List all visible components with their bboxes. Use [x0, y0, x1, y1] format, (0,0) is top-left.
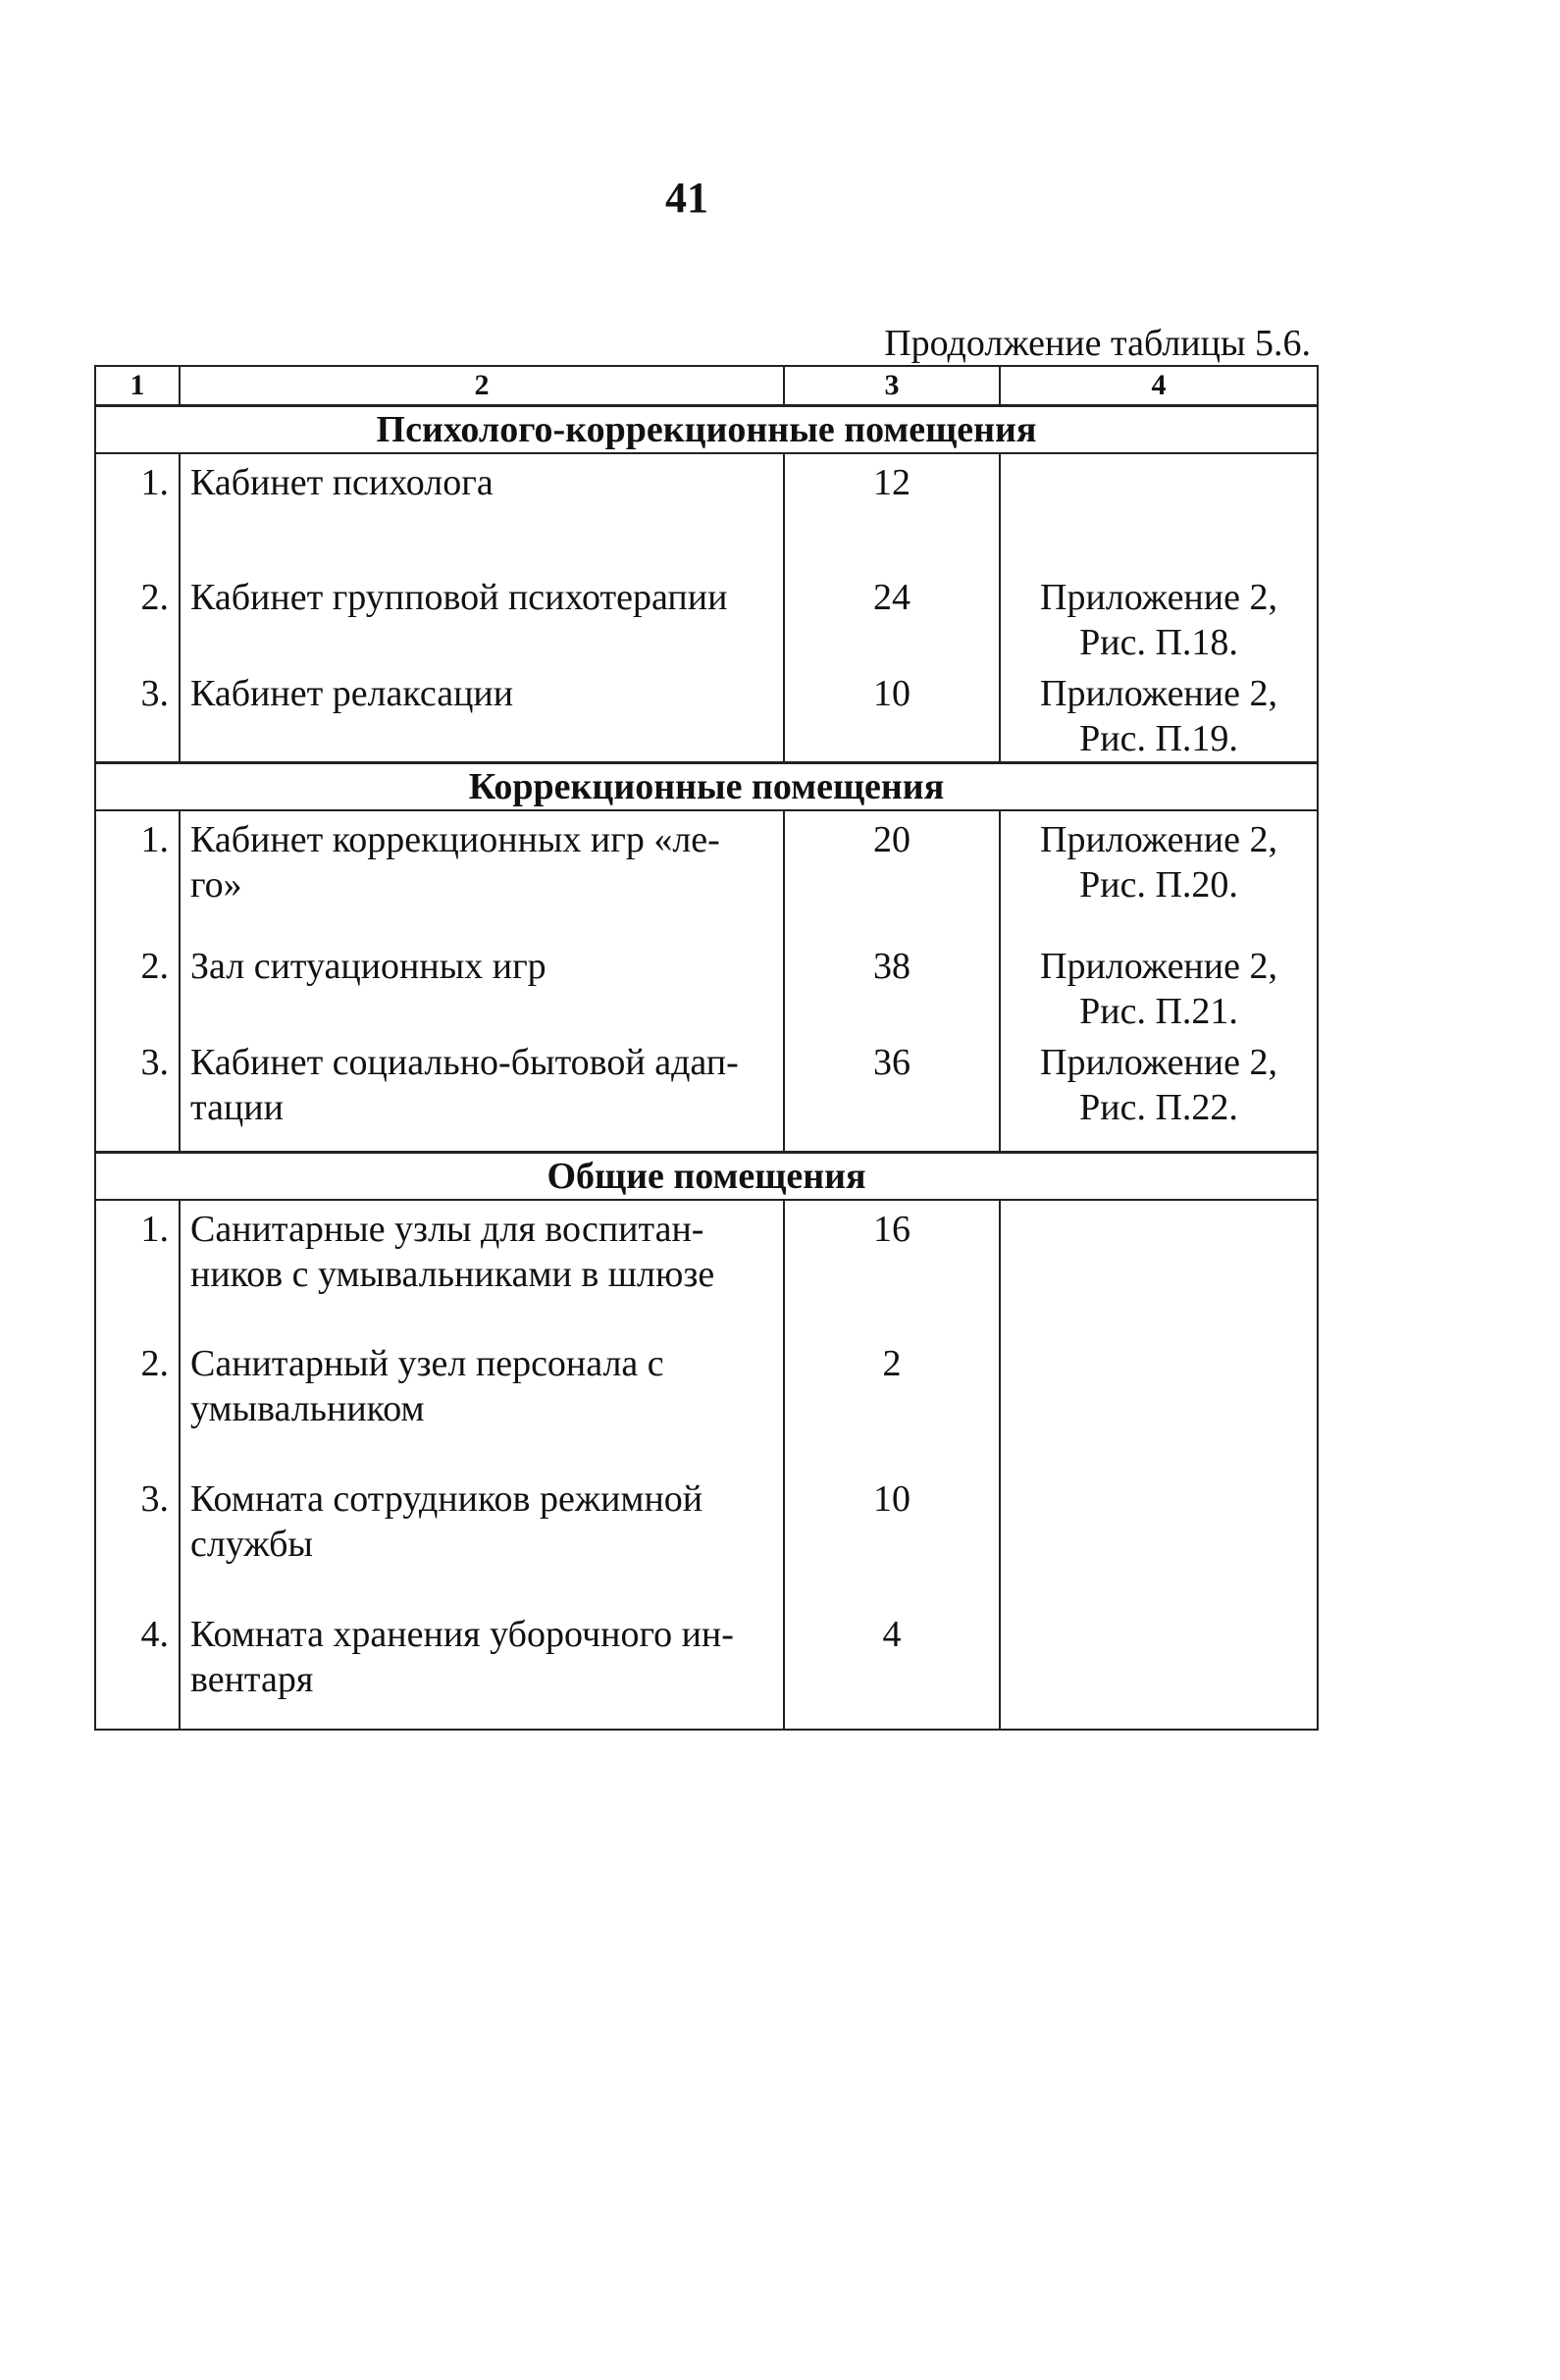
table-row — [95, 1034, 1318, 1152]
room-reference — [1000, 1200, 1318, 1335]
row-number: 3. — [95, 1034, 180, 1152]
row-number: 2. — [95, 938, 180, 1034]
section-title: Коррекционные помещения — [95, 763, 1318, 811]
reference-line: Рис. П.19. — [1079, 718, 1238, 759]
row-number: 3. — [95, 1471, 180, 1606]
room-reference — [1000, 1034, 1318, 1152]
rooms-table — [94, 365, 1319, 1731]
room-name-line: ников с умывальниками в шлюзе — [190, 1253, 715, 1295]
room-name-line: Комната хранения уборочного ин- — [190, 1613, 734, 1655]
section-header-row — [95, 406, 1318, 454]
room-reference — [1000, 1606, 1318, 1730]
room-reference — [1000, 938, 1318, 1034]
column-header: 3 — [784, 366, 1000, 406]
row-number: 2. — [95, 1335, 180, 1471]
reference-line: Приложение 2, — [1040, 673, 1277, 714]
row-number: 1. — [95, 453, 180, 569]
page-number: 41 — [665, 174, 708, 222]
room-name-line: тации — [190, 1087, 284, 1128]
room-name — [180, 1335, 784, 1471]
room-area: 10 — [784, 665, 1000, 763]
table-row — [95, 938, 1318, 1034]
room-name-line: Кабинет коррекционных игр «ле- — [190, 819, 720, 860]
table-row — [95, 810, 1318, 938]
room-reference — [1000, 453, 1318, 569]
room-name-line: умывальником — [190, 1387, 425, 1429]
room-name-line: вентаря — [190, 1658, 314, 1700]
room-name-line: Санитарные узлы для воспитан- — [190, 1208, 704, 1250]
room-area: 2 — [784, 1335, 1000, 1471]
column-header: 4 — [1000, 366, 1318, 406]
column-header: 2 — [180, 366, 784, 406]
section-title: Психолого-коррекционные помещения — [95, 406, 1318, 454]
room-name — [180, 1606, 784, 1730]
room-name-line: Кабинет социально-бытовой адап- — [190, 1042, 739, 1083]
room-reference — [1000, 1471, 1318, 1606]
room-name: Кабинет групповой психотерапии — [180, 569, 784, 665]
room-name: Кабинет психолога — [180, 453, 784, 569]
table-row — [95, 453, 1318, 569]
reference-line: Приложение 2, — [1040, 819, 1277, 860]
section-header-row — [95, 763, 1318, 811]
room-area: 20 — [784, 810, 1000, 938]
room-name: Кабинет релаксации — [180, 665, 784, 763]
room-area: 12 — [784, 453, 1000, 569]
room-area: 38 — [784, 938, 1000, 1034]
reference-line: Рис. П.20. — [1079, 864, 1238, 905]
room-reference — [1000, 1335, 1318, 1471]
room-name: Зал ситуационных игр — [180, 938, 784, 1034]
row-number: 1. — [95, 1200, 180, 1335]
table-row — [95, 1335, 1318, 1471]
room-area: 10 — [784, 1471, 1000, 1606]
section-header-row — [95, 1152, 1318, 1200]
room-name-line: службы — [190, 1523, 313, 1565]
reference-line: Приложение 2, — [1040, 577, 1277, 618]
column-header-row — [95, 366, 1318, 406]
reference-line: Приложение 2, — [1040, 946, 1277, 987]
room-name — [180, 810, 784, 938]
row-number: 2. — [95, 569, 180, 665]
reference-line: Рис. П.21. — [1079, 991, 1238, 1032]
room-reference — [1000, 569, 1318, 665]
room-name — [180, 1471, 784, 1606]
table-caption: Продолжение таблицы 5.6. — [884, 323, 1311, 364]
table-row — [95, 1471, 1318, 1606]
table-row — [95, 1606, 1318, 1730]
table-row — [95, 665, 1318, 763]
row-number: 1. — [95, 810, 180, 938]
table-row — [95, 569, 1318, 665]
row-number: 4. — [95, 1606, 180, 1730]
reference-line: Рис. П.22. — [1079, 1087, 1238, 1128]
table-row — [95, 1200, 1318, 1335]
room-name-line: го» — [190, 864, 242, 905]
section-title: Общие помещения — [95, 1152, 1318, 1200]
row-number: 3. — [95, 665, 180, 763]
room-reference — [1000, 665, 1318, 763]
room-name — [180, 1034, 784, 1152]
reference-line: Рис. П.18. — [1079, 622, 1238, 663]
column-header: 1 — [95, 366, 180, 406]
reference-line: Приложение 2, — [1040, 1042, 1277, 1083]
room-name-line: Комната сотрудников режимной — [190, 1477, 703, 1520]
room-area: 4 — [784, 1606, 1000, 1730]
room-area: 16 — [784, 1200, 1000, 1335]
room-reference — [1000, 810, 1318, 938]
room-area: 36 — [784, 1034, 1000, 1152]
room-area: 24 — [784, 569, 1000, 665]
room-name — [180, 1200, 784, 1335]
room-name-line: Санитарный узел персонала с — [190, 1342, 664, 1384]
